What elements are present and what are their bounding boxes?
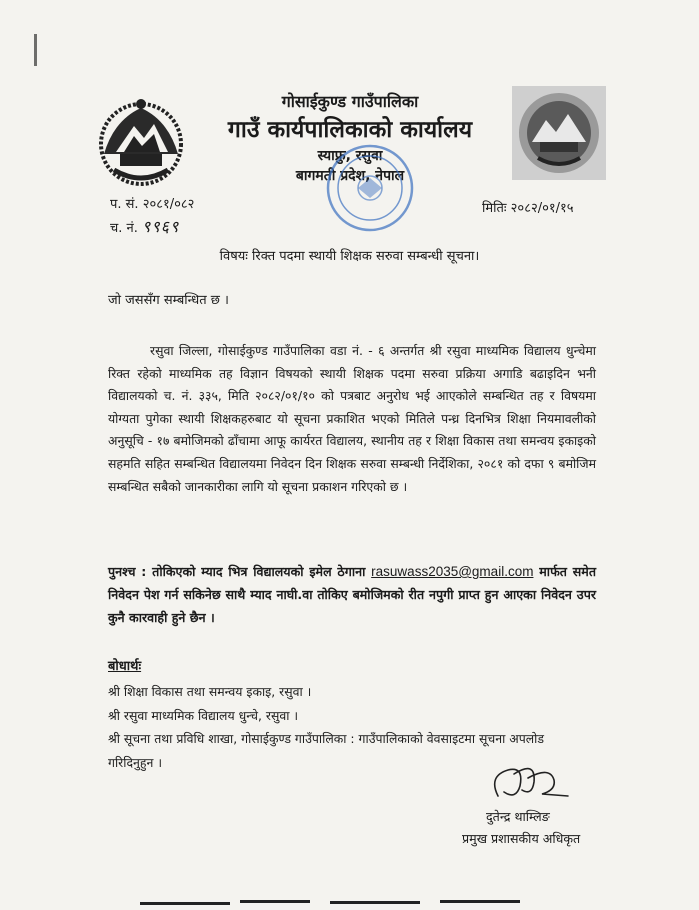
office-address: स्याफ्रु, रसुवा <box>317 148 383 164</box>
salutation: जो जससँग सम्बन्धित छ । <box>108 293 229 308</box>
municipality-logo-icon <box>512 86 606 180</box>
dispatch-label: च. नं. <box>110 221 138 236</box>
office-stamp-icon <box>322 140 418 236</box>
dispatch-number-value: ९९६९ <box>142 217 180 236</box>
signature-icon <box>484 756 570 812</box>
postscript <box>108 560 596 629</box>
office-province: बागमती प्रदेश, नेपाल <box>295 168 405 184</box>
municipality-name: गोसाईकुण्ड गाउँपालिका <box>281 92 419 111</box>
cut-off-text <box>140 898 580 910</box>
scan-mark <box>34 34 37 66</box>
signer-designation: प्रमुख प्रशासकीय अधिकृत <box>462 831 581 846</box>
cc-item: श्री शिक्षा विकास तथा समन्वय इकाइ, रसुवा । <box>108 684 312 699</box>
body-paragraph: रसुवा जिल्ला, गोसाईकुण्ड गाउँपालिका वडा नं. - ६ अन्तर्गत श्री रसुवा माध्यमिक विद्यालय धुन्चेमा रिक्त रहेको माध्यमिक तह विज्ञान विषयको स्थायी शिक्षक पदमा सरुवा प्रक्रिया अगाडि बढाइदिन भनी विद्यालयको च. नं. ३३५, मिति २०८२/०१/१० को पत्रबाट अनुरोध भई आएकोले सम्बन्धित तह र विषयमा योग्यता पुगेका स्थायी शिक्षकहरुबाट यो सूचना प्रकाशित भएको मितिले पन्ध्र दिनभित्र शिक्षा नियमावलीको अनुसूचि - १७ बमोजिमको ढाँचामा आफू कार्यरत विद्यालय, स्थानीय तह र शिक्षा विकास तथा समन्वय इकाइको सहमति सहित सम्बन्धित विद्यालयमा निवेदन दिन शिक्षक सरुवा सम्बन्धी निर्देशिका, २०८१ को दफा ९ बमोजिम सम्बन्धित सबैको जानकारीका लागि यो सूचना प्रकाशन गरिएको छ । <box>108 343 596 494</box>
reference-number: प. सं. २०८१/०८२ <box>110 197 195 212</box>
office-name: गाउँ कार्यपालिकाको कार्यालय <box>227 117 473 143</box>
cc-title: बोधार्थः <box>108 659 142 674</box>
cc-item: श्री रसुवा माध्यमिक विद्यालय धुन्चे, रसुवा । <box>108 707 299 723</box>
cc-item: श्री सूचना तथा प्रविधि शाखा, गोसाईकुण्ड गाउँपालिका : गाउँपालिकाको वेवसाइटमा सूचना अपलोड गरिदिनुहुन । <box>108 731 545 770</box>
postscript-text-2: मार्फत समेत निवेदन पेश गर्न सकिनेछ साथै म्याद नाघी.वा तोकिए बमोजिमको रीत नपुगी प्राप्त हुन आएका निवेदन उपर कुनै कारवाही हुने छैन । <box>108 564 596 625</box>
letter-subject: विषयः रिक्त पदमा स्थायी शिक्षक सरुवा सम्बन्धी सूचना। <box>219 249 480 264</box>
postscript-text-1: पुनश्च : तोकिएको म्याद भित्र विद्यालयको इमेल ठेगाना <box>108 564 372 579</box>
letter-date: मितिः २०८२/०१/१५ <box>482 201 574 216</box>
signer-name: दुतेन्द्र थाम्लिङ <box>486 809 550 824</box>
nepal-emblem-icon <box>94 94 188 188</box>
school-email-link[interactable]: rasuwass2035@gmail.com <box>371 564 534 579</box>
dispatch-number <box>110 218 179 238</box>
